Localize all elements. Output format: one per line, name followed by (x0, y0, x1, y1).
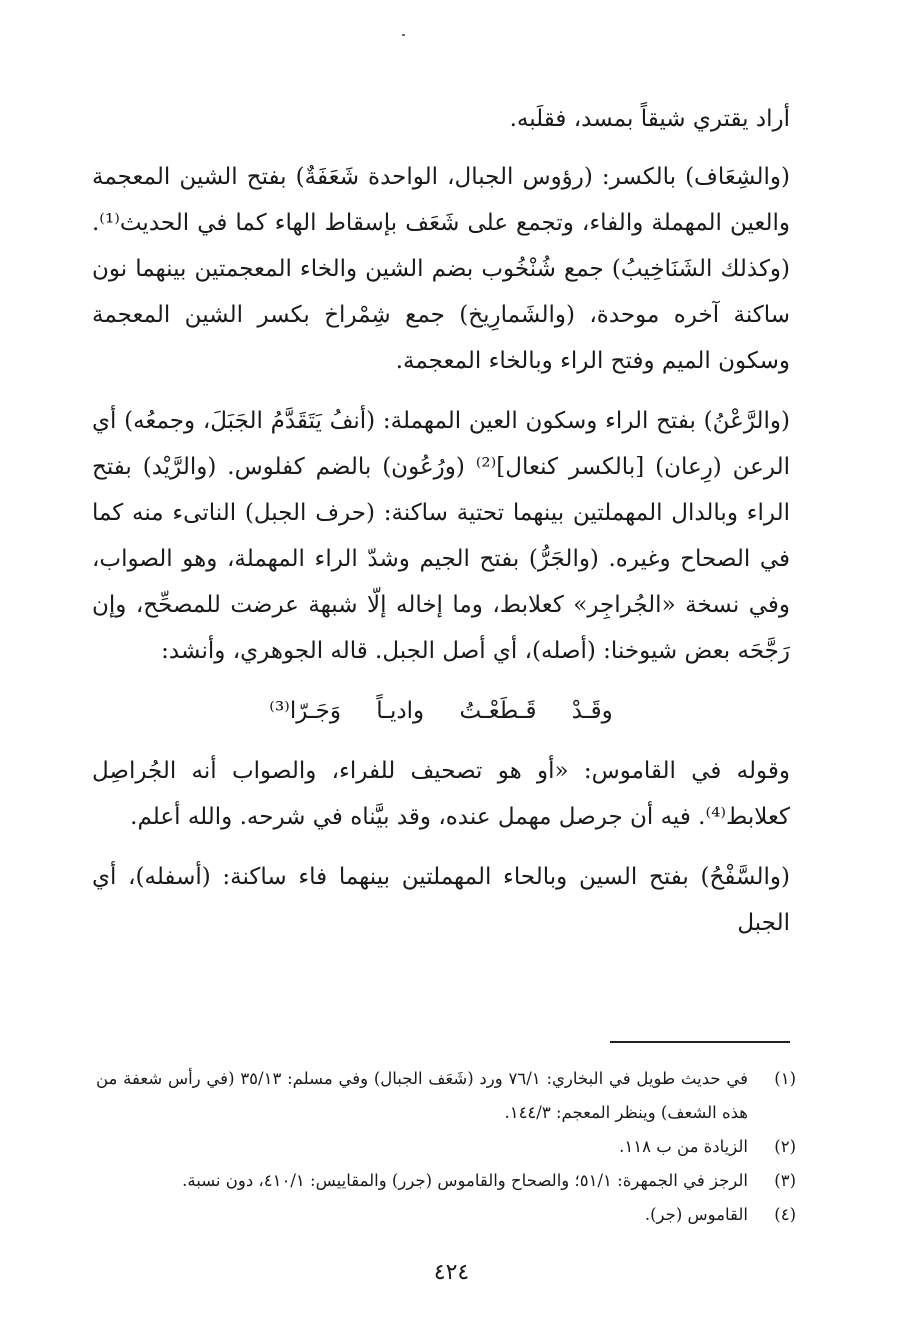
footnote-number: (٤) (774, 1205, 796, 1224)
paragraph-shiaf: (والشِعَاف) بالكسر: (رؤوس الجبال، الواحدة شَعَفَةٌ) بفتح الشين المعجمة والعين المهملة والفاء، وتجمع على شَعَف بإسقاط الهاء كما في الحديث⁽¹⁾. (وكذلك الشَنَاخِيبُ) جمع شُنْخُوب بضم الشين والخاء المعجمتين بينهما نون ساكنة آخره موحدة، (والشَمارِيخ) جمع شِمْراخ بكسر الشين المعجمة وسكون الميم وفتح الراء وبالخاء المعجمة. (92, 164, 790, 374)
footnote-4 (96, 1198, 796, 1232)
footnote-text: الزيادة من ب ١١٨. (619, 1137, 748, 1156)
footnote-3 (96, 1164, 796, 1198)
footnote-text: القاموس (جر). (644, 1205, 748, 1224)
main-text (92, 96, 790, 960)
paragraph-safh: (والسَّفْحُ) بفتح السين وبالحاء المهملتين بينهما فاء ساكنة: (أسفله)، أي الجبل (92, 864, 790, 936)
footnote-separator (610, 1041, 790, 1043)
verse-line: وقَـدْ قَـطَعْـتُ واديـاً وَجَـرّا⁽³⁾ (269, 698, 613, 724)
footnote-text: في حديث طويل في البخاري: ٧٦/١ ورد (شَعَف الجبال) وفي مسلم: ٣٥/١٣ (في رأس شعفة من هذه الشعف) وينظر المعجم: ١٤٤/٣. (96, 1069, 748, 1122)
footnote-number: (١) (774, 1069, 796, 1088)
scan-speck (402, 34, 405, 36)
footnote-number: (٣) (774, 1171, 796, 1190)
footnote-text: الرجز في الجمهرة: ٥١/١؛ والصحاح والقاموس (جرر) والمقاييس: ٤١٠/١، دون نسبة. (182, 1171, 748, 1190)
footnote-2 (96, 1130, 796, 1164)
footnotes (96, 1062, 796, 1232)
paragraph-qamus: وقوله في القاموس: «أو هو تصحيف للفراء، والصواب أنه الجُراصِل كعلابط⁽⁴⁾. فيه أن جرصل مهمل عنده، وقد بيَّناه في شرحه. والله أعلم. (92, 758, 790, 830)
footnote-number: (٢) (774, 1137, 796, 1156)
footnote-1 (96, 1062, 796, 1130)
paragraph-ran: (والرَّعْنُ) بفتح الراء وسكون العين المهملة: (أنفُ يَتَقَدَّمُ الجَبَلَ، وجمعُه) أي الرعن (رِعان) [بالكسر كنعال]⁽²⁾ (ورُعُون) بالضم كفلوس. (والرَّيْد) بفتح الراء وبالدال المهملتين بينهما تحتية ساكنة: (حرف الجبل) الناتىء منه كما في الصحاح وغيره. (والجَرُّ) بفتح الجيم وشدّ الراء المهملة، وهو الصواب، وفي نسخة «الجُراجِر» كعلابط، وما إخاله إلّا شبهة عرضت للمصحِّح، وإن رَجَّحَه بعض شيوخنا: (أصله)، أي أصل الجبل. قاله الجوهري، وأنشد: (92, 408, 790, 664)
page-number: ٤٢٤ (433, 1260, 470, 1285)
paragraph-continuation: أراد يقتري شيقاً بمسد، فقلَبه. (509, 106, 790, 132)
